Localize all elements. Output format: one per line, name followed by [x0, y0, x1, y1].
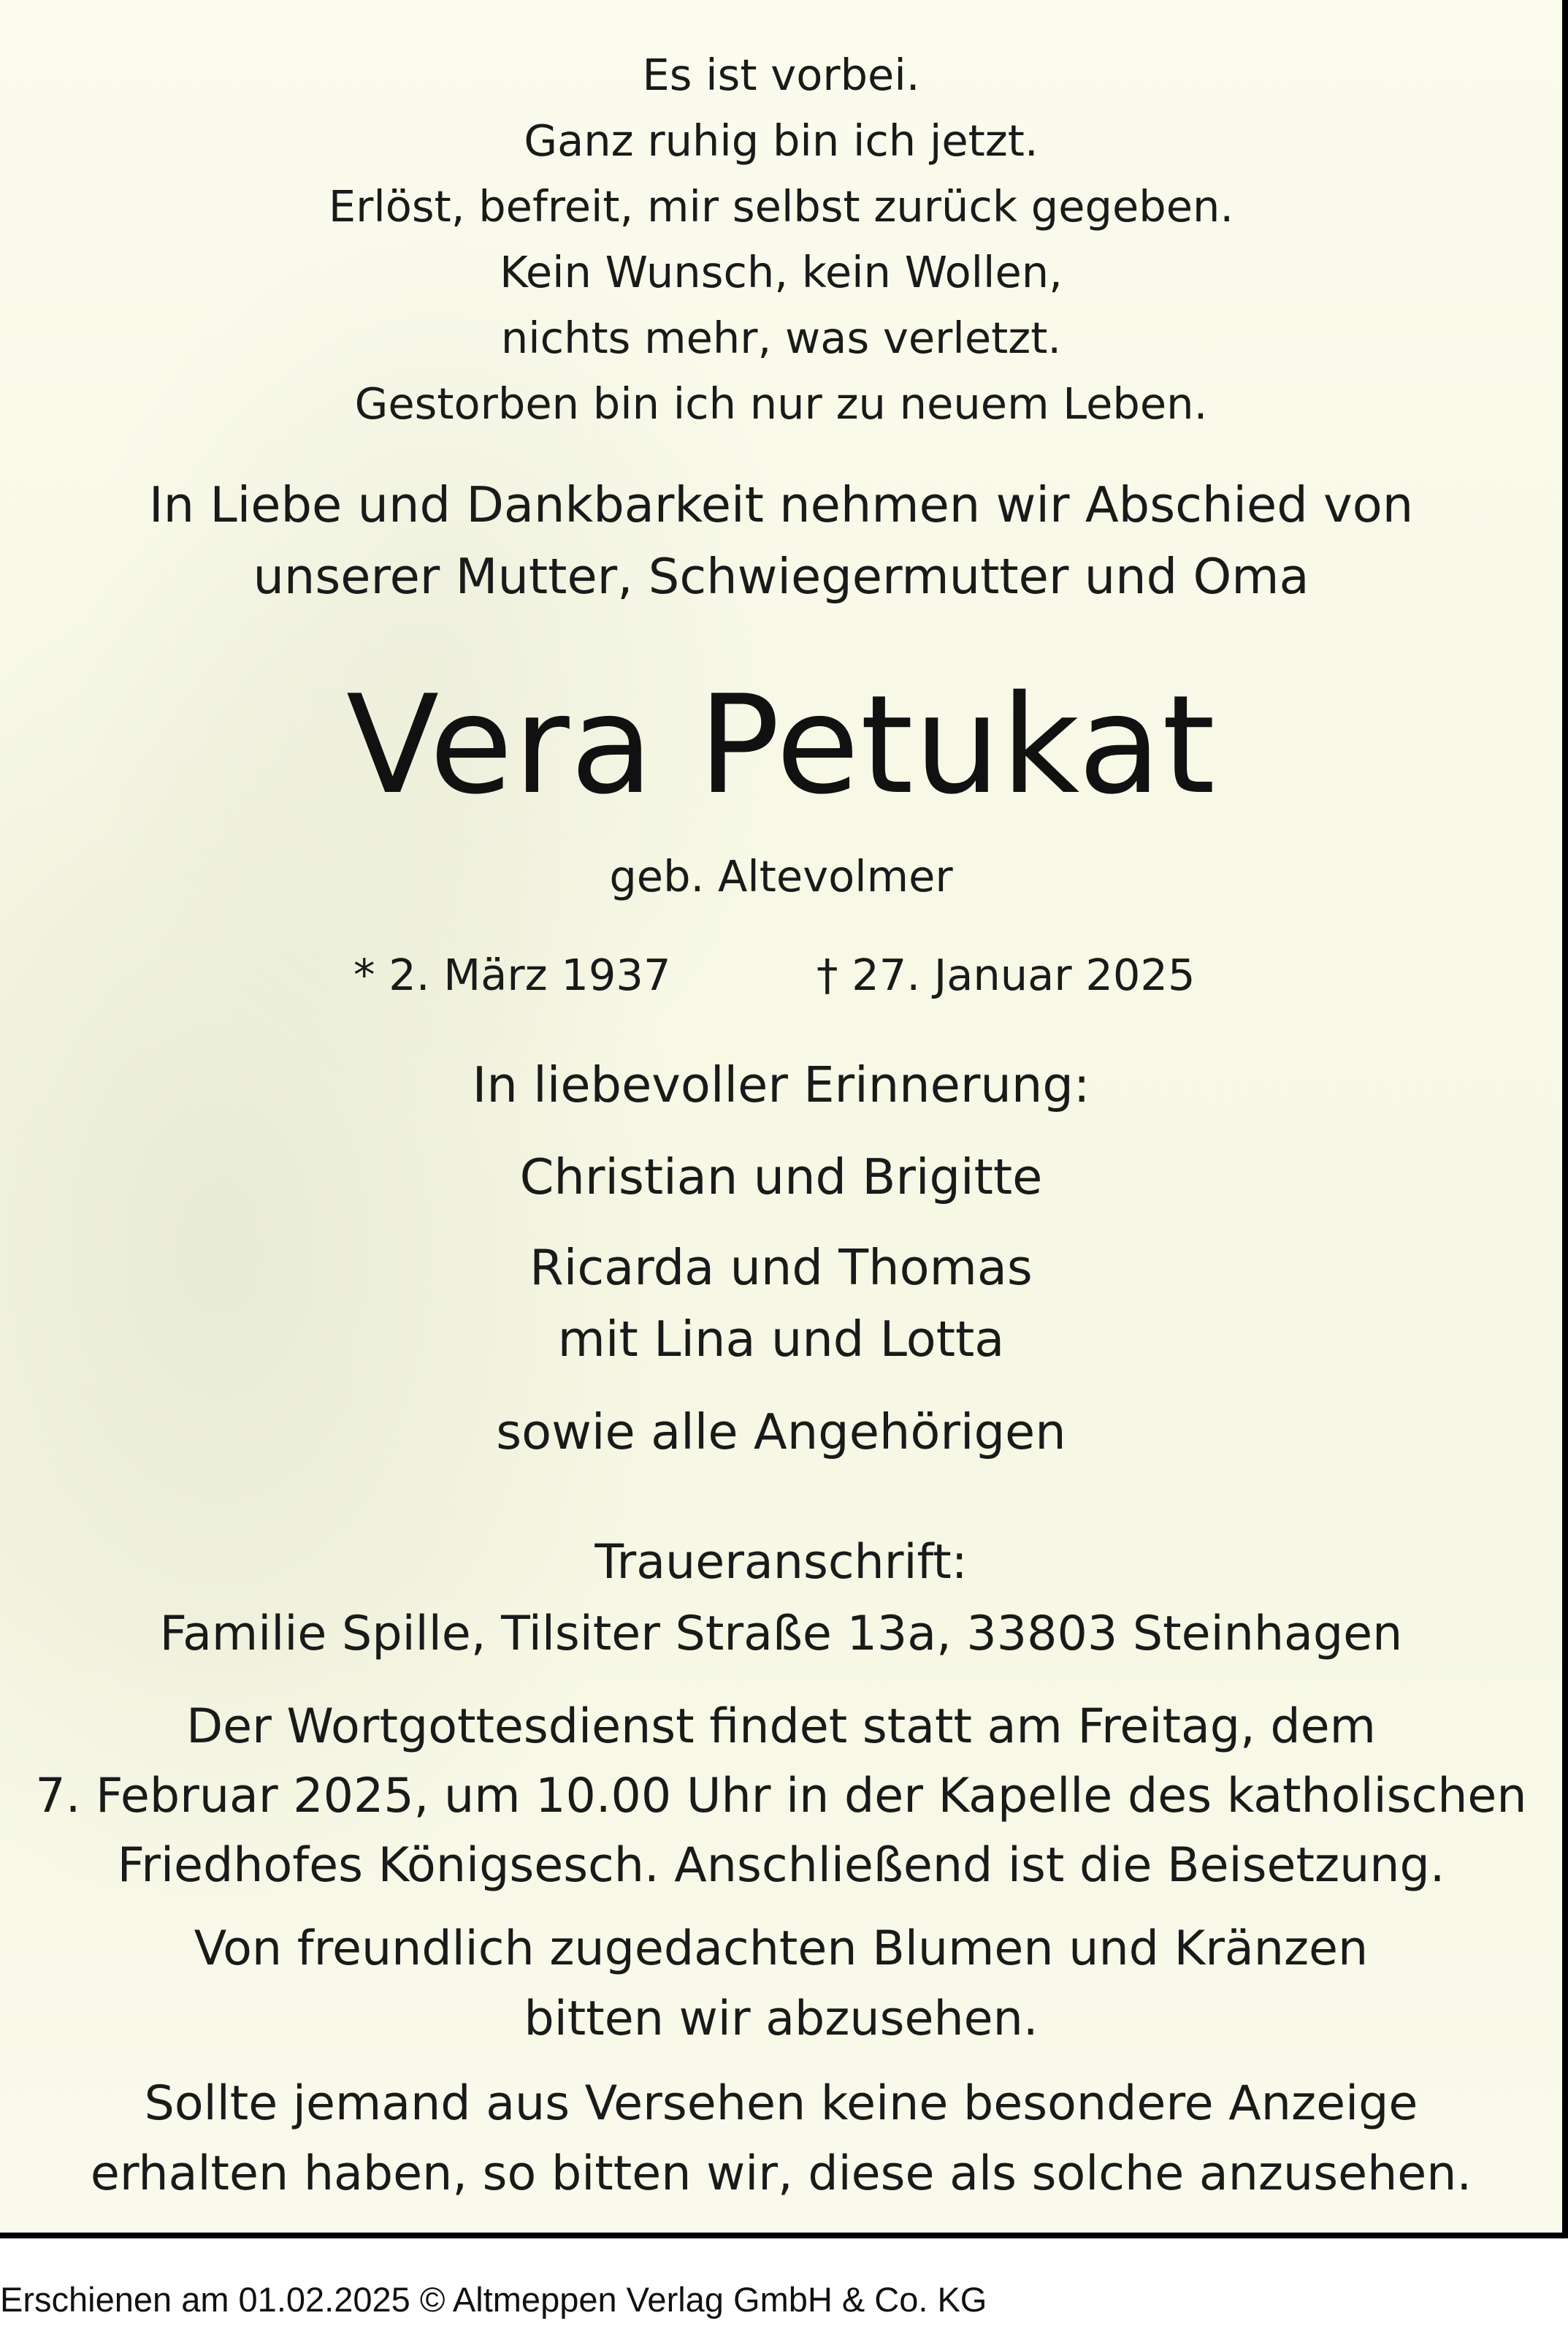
deceased-name: Vera Petukat	[346, 666, 1216, 824]
death-date: † 27. Januar 2025	[816, 950, 1196, 1000]
service-line: Friedhofes Königsesch. Anschließend ist die Beisetzung.	[117, 1838, 1445, 1893]
poem-line: Ganz ruhig bin ich jetzt.	[524, 115, 1039, 166]
service-line: 7. Februar 2025, um 10.00 Uhr in der Kapelle des katholischen	[35, 1769, 1527, 1823]
mourning-address	[0, 1527, 1562, 1670]
flowers-note	[0, 1914, 1562, 2054]
address-line: Familie Spille, Tilsiter Straße 13a, 33803 Steinhagen	[159, 1606, 1403, 1661]
apology-line: Sollte jemand aus Versehen keine besondere Anzeige	[144, 2076, 1418, 2131]
mourner-group	[0, 1232, 1562, 1375]
farewell-intro	[0, 469, 1562, 612]
apology-line: erhalten haben, so bitten wir, diese als solche anzusehen.	[90, 2146, 1472, 2201]
mourner-line: sowie alle Angehörigen	[496, 1403, 1066, 1460]
mourners-title: In liebevoller Erinnerung:	[472, 1056, 1090, 1113]
poem	[0, 42, 1562, 437]
birth-date: * 2. März 1937	[353, 950, 671, 1000]
mourner-group	[0, 1396, 1562, 1468]
poem-line: Gestorben bin ich nur zu neuem Leben.	[354, 378, 1208, 429]
mourner-group	[0, 1141, 1562, 1213]
apology-note	[0, 2069, 1562, 2209]
intro-line: unserer Mutter, Schwiegermutter und Oma	[253, 548, 1309, 605]
service-line: Der Wortgottesdienst findet statt am Freitag, dem	[186, 1699, 1376, 1754]
poem-line: Kein Wunsch, kein Wollen,	[500, 247, 1063, 297]
address-label: Traueranschrift:	[594, 1535, 968, 1590]
flowers-line: Von freundlich zugedachten Blumen und Kränzen	[194, 1921, 1369, 1976]
poem-line: Es ist vorbei.	[642, 50, 920, 100]
poem-line: nichts mehr, was verletzt.	[500, 313, 1062, 363]
intro-line: In Liebe und Dankbarkeit nehmen wir Abschied von	[148, 476, 1414, 533]
maiden-name: geb. Altevolmer	[609, 851, 953, 902]
mourner-line: mit Lina und Lotta	[557, 1311, 1005, 1368]
publication-footer: Erschienen am 01.02.2025 © Altmeppen Verlag GmbH & Co. KG	[0, 2280, 987, 2319]
poem-line: Erlöst, befreit, mir selbst zurück gegeben.	[328, 181, 1234, 232]
flowers-line: bitten wir abzusehen.	[524, 1991, 1039, 2046]
mourner-line: Ricarda und Thomas	[529, 1239, 1033, 1296]
service-info	[0, 1692, 1562, 1900]
mourner-line: Christian und Brigitte	[519, 1148, 1043, 1205]
